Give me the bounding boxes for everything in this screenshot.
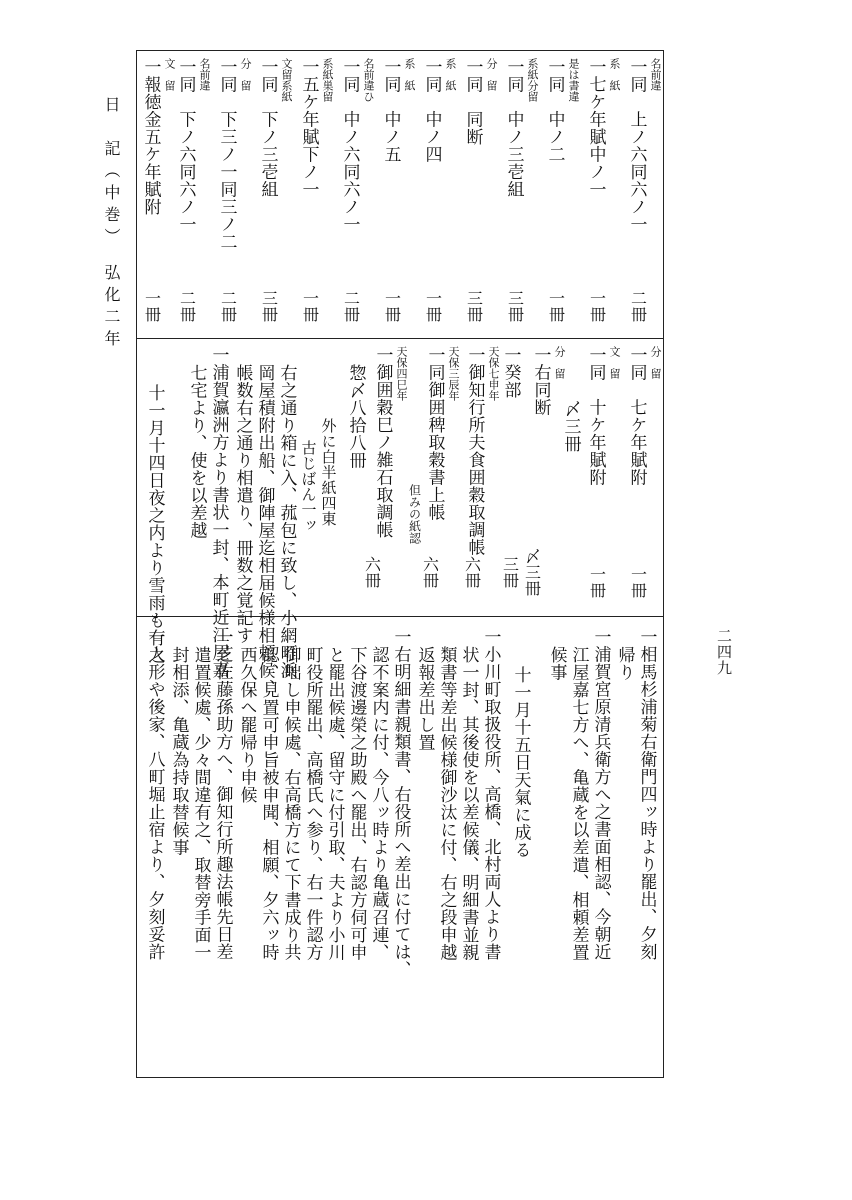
list-entry xyxy=(585,58,624,198)
entry-note: 天保三辰年 xyxy=(447,346,460,401)
text-line: 下谷渡邊榮之助殿へ罷出、右認方伺可申 xyxy=(346,646,367,961)
text-line: 類書等差出候様御沙汰に付、右之段申越 xyxy=(436,646,457,961)
entry-count: 一冊 xyxy=(300,290,320,322)
middle-entry xyxy=(530,346,569,416)
entry-count: 一冊 xyxy=(546,290,566,322)
entry-count: 三冊 xyxy=(505,290,525,322)
entry-note: 分 留 xyxy=(553,346,566,379)
entry-note: 分 留 xyxy=(649,346,662,379)
entry-text: 一同 七ケ年賦附 xyxy=(626,346,647,486)
text-line: 遣置候處、少々間違有之、取替旁手面一 xyxy=(190,646,211,961)
middle-entry xyxy=(424,346,463,521)
entry-note: 系 紙 xyxy=(403,58,416,91)
entry-note: 天保四巳年 xyxy=(395,346,408,401)
extra-items: 外に白半紙四東 xyxy=(319,418,338,527)
entry-text: 一同 中ノ五 xyxy=(380,58,401,163)
entry-count: 三冊 xyxy=(464,290,484,322)
text-line: 西久保へ罷帰り申候 xyxy=(236,646,257,804)
entry-count: 六冊 xyxy=(362,556,382,588)
entry-count: 二冊 xyxy=(218,290,238,322)
text-line: 一浦賀瀛洲方より書状一封、本町近江屋嘉 xyxy=(208,346,229,679)
entry-note: 天保七申年 xyxy=(487,346,500,401)
entry-count: 二冊 xyxy=(628,290,648,322)
entry-text: 一同 十ケ年賦附 xyxy=(585,346,606,486)
text-line: 認不案内に付、今八ッ時より亀蔵召連、 xyxy=(368,646,389,961)
entry-text: 一同 下ノ六同六ノ一 xyxy=(175,58,196,233)
entry-text: 一同 下ノ三壱組 xyxy=(257,58,278,198)
entry-count: 二冊 xyxy=(177,290,197,322)
entry-note: 分 留 xyxy=(239,58,252,91)
entry-note: 文留系紙 xyxy=(280,58,293,102)
entry-note: 文 留 xyxy=(163,58,176,91)
text-line: 岡屋積附出船、御陣屋迄相届候様相頼候、 xyxy=(254,364,275,697)
entry-note: 名前違 xyxy=(198,58,211,91)
list-entry xyxy=(216,58,255,251)
subtotal: 〆三冊 xyxy=(560,400,581,453)
entry-text: 一癸部 xyxy=(500,346,521,399)
text-line: 認、見置可申旨被申聞、相願、夕六ッ時 xyxy=(258,646,279,961)
list-entry xyxy=(626,58,665,233)
text-line: 一芝佐藤孫助方へ、御知行所趣法帳先日差 xyxy=(212,628,233,961)
entry-count: 三冊 xyxy=(259,290,279,322)
entry-count: 三冊 xyxy=(500,556,520,588)
text-line: 封相添、亀蔵為持取替候事 xyxy=(168,646,189,856)
entry-note: 文 留 xyxy=(608,346,621,379)
entry-note: 系 紙 xyxy=(444,58,457,91)
entry-note: 名前違ひ xyxy=(362,58,375,102)
entry-note: 是は書違 xyxy=(567,58,580,102)
page-number: 二四九 xyxy=(715,628,733,676)
entry-text: 一五ケ年賦下ノ一 xyxy=(298,58,319,198)
text-line: 一右明細書親類書、右役所へ差出に付ては、 xyxy=(390,628,411,978)
entry-count: 一冊 xyxy=(587,566,607,598)
list-entry xyxy=(257,58,296,198)
middle-entry xyxy=(585,346,624,486)
list-entry xyxy=(421,58,460,163)
entry-text: 一御知行所夫食囲穀取調帳 xyxy=(464,346,485,556)
text-line: 帰り xyxy=(614,646,635,681)
text-line: 七宅より、使を以差越 xyxy=(186,364,207,539)
entry-count: 二冊 xyxy=(341,290,361,322)
text-line: 江屋嘉七方へ、亀蔵を以差遣、相頼差置 xyxy=(568,646,589,961)
text-line: 候事 xyxy=(546,646,567,681)
date-line: 十一月十四日夜之内より雪雨も有之 xyxy=(144,384,165,664)
list-entry xyxy=(298,58,337,198)
entry-note: 系 紙 xyxy=(608,58,621,91)
text-line: 御咄し申候處、右高橋方にて下書成り共 xyxy=(280,646,301,961)
entry-text: 一七ケ年賦中ノ一 xyxy=(585,58,606,198)
text-line: 帳数右之通り相遣り、冊数之覚記す xyxy=(232,364,253,644)
entry-text: 一同 上ノ六同六ノ一 xyxy=(626,58,647,233)
entry-text: 一同 中ノ二 xyxy=(544,58,565,163)
entry-text: 一同 中ノ三壱組 xyxy=(503,58,524,198)
date-line: 十一月十五日天氣に成る xyxy=(510,666,531,859)
entry-count: 一冊 xyxy=(142,290,162,322)
text-line: 状一封、其後使を以差候儀、明細書並親 xyxy=(458,646,479,961)
entry-text: 一同 下三ノ一同三ノ二 xyxy=(216,58,237,251)
text-line: 返報差出し置 xyxy=(414,646,435,751)
text-line: 町役所罷出、高橋氏へ参り、右一件認方 xyxy=(302,646,323,961)
list-entry xyxy=(175,58,214,233)
entry-text: 一同御囲稗取穀書上帳 xyxy=(424,346,445,521)
middle-entry xyxy=(464,346,503,556)
entry-text: 一報徳金五ケ年賦附 xyxy=(140,58,161,216)
middle-entry xyxy=(626,346,665,486)
grand-total: 惣〆八拾八冊 xyxy=(345,364,366,469)
list-entry xyxy=(544,58,583,163)
text-line: 一浦賀宮原清兵衛方へ之書面相認、今朝近 xyxy=(590,628,611,961)
entry-text: 一同 同断 xyxy=(462,58,483,146)
section-divider-1 xyxy=(136,338,664,339)
entry-note: 名前違 xyxy=(649,58,662,91)
entry-count: 六冊 xyxy=(462,556,482,588)
list-entry xyxy=(462,58,501,146)
text-line: 一人形や後家、八町堀止宿より、夕刻妥許 xyxy=(144,628,165,961)
entry-count: 六冊 xyxy=(420,556,440,588)
entry-text: 一右同断 xyxy=(530,346,551,416)
text-line: と罷出候處、留守に付引取、夫より小川 xyxy=(324,646,345,961)
text-line: 右之通り箱に入、菰包に致し、小網町浜 xyxy=(276,364,297,679)
entry-note: 系紙巣留 xyxy=(321,58,334,102)
extra-items: 古じばん一ッ xyxy=(299,440,318,533)
entry-count: 一冊 xyxy=(587,290,607,322)
entry-text: 一同 中ノ六同六ノ一 xyxy=(339,58,360,233)
list-entry xyxy=(140,58,179,216)
entry-text: 一御囲穀巳ノ雑石取調帳 xyxy=(372,346,393,539)
entry-count: 一冊 xyxy=(382,290,402,322)
text-line: 一小川町取扱役所、高橋、北村両人より書 xyxy=(480,628,501,961)
entry-note: 系紙分留 xyxy=(526,58,539,102)
entry-text: 一同 中ノ四 xyxy=(421,58,442,163)
text-line: 一相馬杉浦菊右衛門四ッ時より罷出、夕刻 xyxy=(636,628,657,961)
middle-entry xyxy=(372,346,411,539)
entry-count: 一冊 xyxy=(628,566,648,598)
entry-count: 〆三冊 xyxy=(522,548,542,596)
running-header: 日 記（中巻） 弘化二年 xyxy=(102,96,121,352)
list-entry xyxy=(339,58,378,233)
list-entry xyxy=(503,58,542,198)
entry-note: 分 留 xyxy=(485,58,498,91)
list-entry xyxy=(380,58,419,163)
entry-count: 一冊 xyxy=(423,290,443,322)
entry-subnote: 但みの紙認 xyxy=(407,484,422,544)
